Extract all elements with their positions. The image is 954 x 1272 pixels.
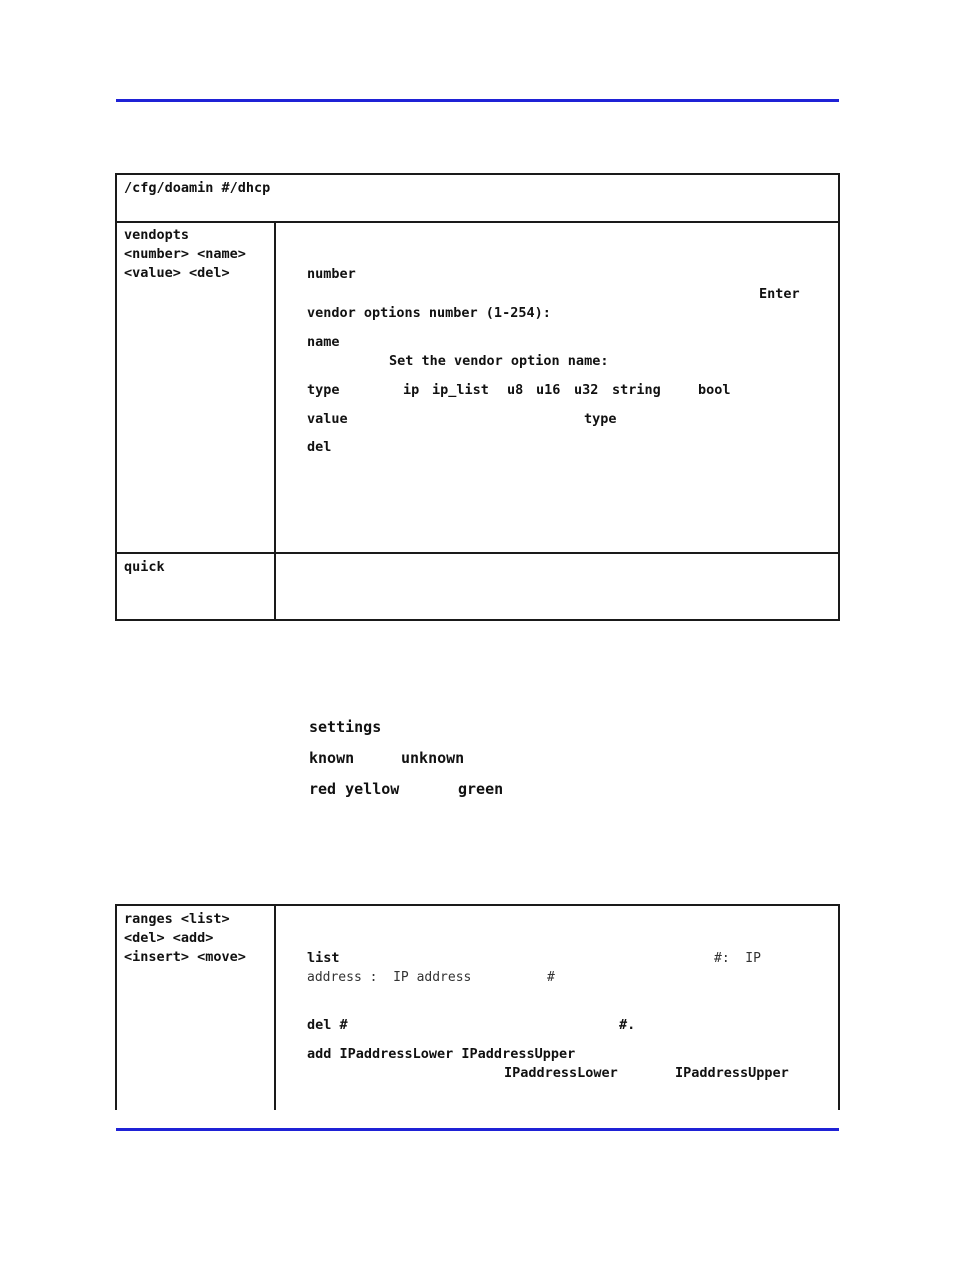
address-ip-label: address : IP address	[307, 970, 472, 985]
table-ranges-right-border	[838, 904, 840, 1110]
type-value-u8: u8	[507, 382, 524, 398]
command-ranges-args-2: <insert> <move>	[124, 949, 246, 965]
keyword-unknown: unknown	[401, 749, 465, 767]
param-del-hash: del #	[307, 1017, 348, 1033]
table-dhcp-column-divider	[274, 221, 276, 621]
param-ip-upper: IPaddressUpper	[675, 1065, 789, 1081]
bottom-rule	[116, 1128, 839, 1131]
keyword-red-yellow: red yellow	[309, 780, 400, 798]
command-ranges-args-1: <del> <add>	[124, 930, 214, 946]
param-del: del	[307, 439, 332, 455]
hash-single: #	[547, 970, 555, 985]
table-ranges-left-border	[115, 904, 117, 1110]
type-value-ip-list: ip_list	[432, 382, 489, 398]
param-name: name	[307, 334, 340, 350]
param-ip-lower: IPaddressLower	[504, 1065, 618, 1081]
keyword-known: known	[309, 749, 355, 767]
prompt-vendor-name: Set the vendor option name:	[389, 353, 609, 369]
command-vendopts-args-1: <number> <name>	[124, 246, 246, 262]
type-value-bool: bool	[698, 382, 731, 398]
keyword-settings: settings	[309, 718, 382, 736]
keyword-enter: Enter	[759, 286, 800, 302]
param-add: add IPaddressLower IPaddressUpper	[307, 1046, 576, 1062]
top-rule	[116, 99, 839, 102]
type-value-ip: ip	[403, 382, 420, 398]
param-number: number	[307, 266, 356, 282]
table-ranges-top-border	[115, 904, 840, 906]
type-value-string: string	[612, 382, 661, 398]
param-value: value	[307, 411, 348, 427]
type-value-u32: u32	[574, 382, 599, 398]
table-dhcp-header-divider	[115, 221, 840, 223]
command-quick: quick	[124, 559, 165, 575]
type-value-u16: u16	[536, 382, 561, 398]
command-vendopts: vendopts	[124, 227, 190, 243]
hash-dot: #.	[619, 1017, 636, 1033]
table-ranges-column-divider	[274, 904, 276, 1110]
hash-ip-label: #: IP	[714, 951, 761, 966]
table-dhcp-row-divider	[115, 552, 840, 554]
param-type: type	[307, 382, 340, 398]
param-value-type-ref: type	[584, 411, 617, 427]
table-header-path: /cfg/doamin #/dhcp	[124, 180, 271, 196]
param-list: list	[307, 950, 340, 966]
keyword-green: green	[458, 780, 504, 798]
prompt-vendor-number: vendor options number (1-254):	[307, 305, 551, 321]
command-vendopts-args-2: <value> <del>	[124, 265, 230, 281]
command-ranges: ranges <list>	[124, 911, 230, 927]
